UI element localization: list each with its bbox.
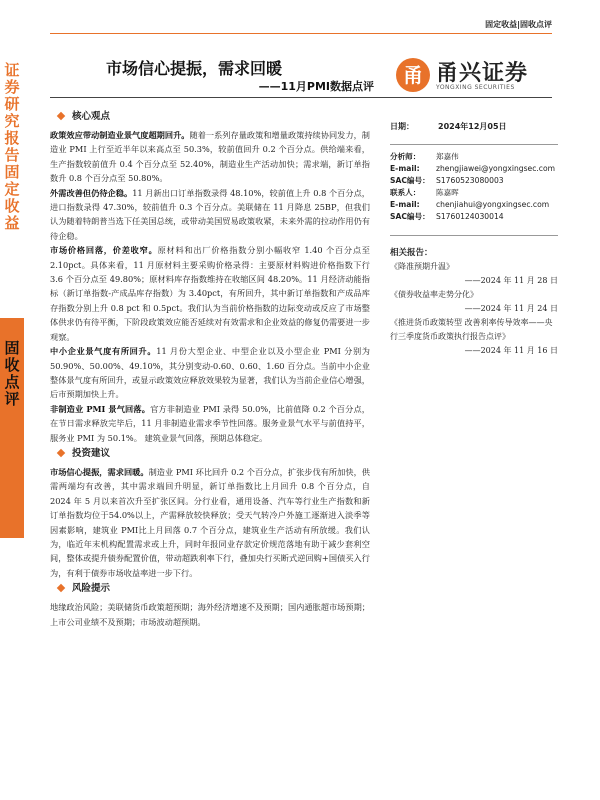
sidebar: [0, 0, 24, 800]
section-heading-core: 核心观点: [50, 110, 370, 124]
diamond-bullet-icon: [57, 449, 65, 457]
related-report-title: 《债券收益率走势分化》: [390, 290, 478, 299]
page-title: 市场信心提振，需求回暖: [106, 59, 283, 78]
analyst-email: E-mail: zhengjiawei@yongxingsec.com: [390, 164, 556, 173]
section-heading-invest: 投资建议: [50, 447, 370, 461]
diamond-bullet-icon: [57, 584, 65, 592]
logo-name-cn: 甬兴证券: [436, 61, 529, 86]
invest-paragraph: 市场信心提振，需求回暖。制造业 PMI 环比回升 0.2 个百分点，扩张步伐有所加快，供需两端均有改善，其中需求端回升明显，新订单指数比上月回升 0.8 个百分点，自 2024 年 5 月以来首次升至扩张区间。分行业看，通用设备、汽车等行业生产指数和新订单指数均位于54.0%以上，产需释放较快释放；受天气转冷户外施工逐渐进入淡季等因素影响，建筑业 PMI比上月回落 0.7 个百分点，建筑业生产活动有所放缓。我们认为，临近年末机构配置需求或上升，同时年报同业存款定价规范落地有助于减少套利空间，整体或提升债券配置价值，带动超跌利率下行，叠加央行买断式逆回购+国债买入行为，有利于债券市场收益率进一步下行。: [50, 466, 370, 578]
main-content: [50, 108, 370, 629]
header-divider: [50, 33, 552, 34]
logo-mark-icon: 甬: [396, 58, 430, 92]
related-report-date: ——2024 年 11 月 16 日: [464, 346, 558, 355]
contact-name: 联系人： 陈嘉晖: [390, 188, 459, 197]
risk-paragraph: 地缘政治风险；美联储货币政策超预期；海外经济增速不及预期；国内通胀超市场预期；上市公司业绩不及预期；市场波动超预期。: [50, 602, 370, 627]
page-subtitle: ——11月PMI数据点评: [258, 80, 374, 93]
report-info-column: [390, 120, 558, 358]
core-paragraph: 中小企业景气度有所回升。11 月份大型企业、中型企业以及小型企业 PMI 分别为 50.90%、50.00%、49.10%，其分别变动-0.60、0.60、1.60 百分点。当前中小企业整体景气度有所回升，或显示政策效应释放效果较为显著，我们认为当前企业信心增强，后市预期加快上升。: [50, 346, 370, 400]
sidebar-report-type: 固 收 点 评: [4, 339, 20, 408]
info-divider: [390, 144, 558, 145]
core-paragraph: 非制造业 PMI 景气回落。官方非制造业 PMI 录得 50.0%，比前值降 0.2 个百分点，在节日需求释放完毕后，11 月非制造业需求季节性回落。服务业景气水平与前值持平，服务业 PMI 为 50.1%。 建筑业景气回落，预期总体稳定。: [50, 403, 370, 443]
related-report-date: ——2024 年 11 月 28 日: [464, 276, 558, 285]
contact-sac: SAC编号： S1760124030014: [390, 212, 504, 221]
sidebar-category-text: 证券研究报告 固定收益: [4, 61, 20, 232]
diamond-bullet-icon: [57, 112, 65, 120]
report-category-tag: 固定收益|固收点评: [485, 20, 552, 29]
related-reports-heading: 相关报告：: [390, 248, 433, 258]
contact-email: E-mail: chenjiahui@yongxingsec.com: [390, 200, 550, 209]
related-report-title: 《降准预期升温》: [390, 262, 454, 271]
report-date: 日期： 2024年12月05日: [390, 122, 507, 131]
analyst-sac: SAC编号： S1760523080003: [390, 176, 504, 185]
core-paragraph: 政策效应带动制造业景气度超期回升。随着一系列存量政策和增量政策持续协同发力，制造业 PMI 上行至近半年以来高点至 50.3%，较前值回升 0.2 个百分点。供给端来看，生产指数较前值升 0.4 个百分点至 52.40%，制造业生产活动加快；需求端，新订单指数升 0.8 个百分点至 50.80%。: [50, 130, 370, 184]
related-report-date: ——2024 年 11 月 24 日: [464, 304, 558, 313]
core-paragraph: 市场价格回落，价差收窄。原材料和出厂价格指数分别小幅收窄 1.40 个百分点至 2.10pct。具体来看，11 月原材料主要采购价格录得：主要原材料购进价格指数下行 3.6 个百分点至 49.80%；原材料库存指数维持在收缩区间 48.20%。11 月经济动能指标（新订单指数-产成品库存指数）为 3.40pct，有所回升，其中新订单指数和产成品库存指数分别上升 0.8 pct 和 0.5pct。我们认为当前价格指数的边际变动或反应了市场整体供求仍有待平衡，下阶段政策效应能否延续对有效需求和企业效益的修复仍需要进一步观察。: [50, 245, 370, 342]
company-logo: [396, 56, 556, 96]
info-divider: [390, 235, 558, 236]
title-divider: [50, 97, 552, 98]
core-paragraph: 外需改善但仍待企稳。11 月新出口订单指数录得 48.10%，较前值上升 0.8 个百分点，进口指数录得 47.30%，较前值升 0.3 个百分点。美联储在 11 月降息 25BP，但我们认为随着特朗普当选下任美国总统，或带动美国贸易政策收紧，未来外需的拉动作用仍有待企稳。: [50, 187, 370, 241]
analyst-name: 分析师： 郑嘉伟: [390, 152, 459, 161]
section-heading-risk: 风险提示: [50, 582, 370, 596]
logo-name-en: YONGXING SECURITIES: [436, 84, 515, 91]
related-report-title: 《推进货币政策转型 改善利率传导效率——央行三季度货币政策执行报告点评》: [390, 318, 553, 341]
